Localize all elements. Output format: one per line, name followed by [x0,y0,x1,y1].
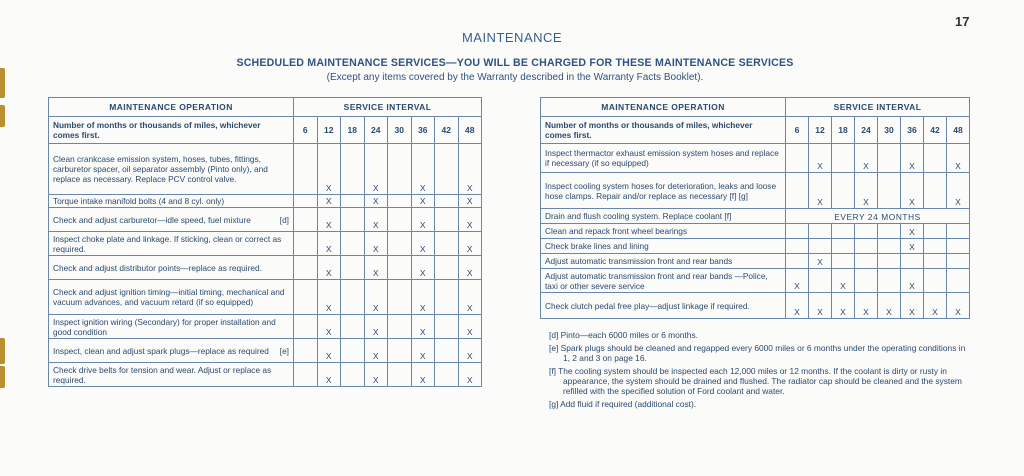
interval-number: 12 [809,117,832,144]
interval-cell [855,239,878,254]
interval-cell [832,144,855,173]
operation-cell [49,256,294,280]
interval-cell: X [458,256,482,280]
interval-cell: X [411,256,435,280]
operation-cell [49,280,294,315]
interval-cell [388,208,412,232]
interval-cell [435,208,459,232]
operation-cell [541,209,786,224]
interval-cell: X [947,144,970,173]
operation-text: Inspect ignition wiring (Secondary) for proper installation and good condition [53,316,276,337]
interval-cell: X [364,363,388,387]
interval-cell: X [458,363,482,387]
interval-cell [947,239,970,254]
interval-cell [786,144,809,173]
interval-cell: X [364,315,388,339]
operation-text: Clean and repack front wheel bearings [545,226,688,236]
interval-cell [294,256,318,280]
interval-number-row [49,117,482,144]
interval-cell: X [809,173,832,209]
interval-cell [294,315,318,339]
interval-cell [341,232,365,256]
footnote: [g] Add fluid if required (additional cost). [549,399,697,409]
interval-cell [294,280,318,315]
interval-cell [388,232,412,256]
interval-cell [947,224,970,239]
interval-cell [341,315,365,339]
table-row [49,315,482,339]
interval-cell [809,224,832,239]
interval-cell [435,339,459,363]
interval-cell: X [364,256,388,280]
interval-cell: X [809,293,832,319]
interval-cell: X [317,208,341,232]
page-subtitle-note: (Except any items covered by the Warranty described in the Warranty Facts Booklet). [326,72,704,83]
operation-cell [49,208,294,232]
operation-text: Check clutch pedal free play—adjust linkage if required. [545,300,750,311]
table-row [49,232,482,256]
table-row [49,256,482,280]
operation-cell [541,269,786,293]
interval-cell [901,254,924,269]
interval-cell [878,224,901,239]
footnote-ref: [d] [279,214,289,225]
binder-mark [0,366,5,388]
interval-cell: X [364,232,388,256]
table-row [49,363,482,387]
interval-cell: X [411,339,435,363]
interval-number: 48 [947,117,970,144]
interval-cell [388,339,412,363]
interval-cell [855,269,878,293]
interval-number: 24 [855,117,878,144]
table-row [49,280,482,315]
interval-cell [341,195,365,208]
operation-text: Check brake lines and lining [545,241,649,251]
interval-cell [341,339,365,363]
operation-cell [541,293,786,319]
interval-number: 48 [458,117,482,144]
interval-cell: X [411,315,435,339]
interval-cell: X [901,144,924,173]
months-label: Number of months or thousands of miles, whichever comes first. [541,117,786,144]
interval-cell [341,144,365,195]
interval-cell [388,315,412,339]
operation-header: MAINTENANCE OPERATION [541,98,786,117]
interval-cell [855,254,878,269]
interval-cell: X [317,315,341,339]
interval-cell [294,208,318,232]
interval-cell: X [855,144,878,173]
interval-cell: X [458,280,482,315]
interval-cell [786,254,809,269]
interval-number: 36 [411,117,435,144]
page-title: MAINTENANCE [461,30,563,45]
interval-cell: X [947,293,970,319]
footnote-ref: [e] [279,345,289,356]
interval-cell: X [458,339,482,363]
interval-cell: X [458,195,482,208]
interval-number: 12 [317,117,341,144]
operation-header: MAINTENANCE OPERATION [49,98,294,117]
operation-text: Inspect, clean and adjust spark plugs—replace as required [53,345,269,356]
interval-cell: X [364,144,388,195]
interval-cell: X [317,280,341,315]
footnotes [549,330,974,412]
table-row [541,239,970,254]
interval-cell [878,144,901,173]
interval-cell [388,195,412,208]
interval-number-row [541,117,970,144]
interval-cell [435,232,459,256]
footnote: [d] Pinto—each 6000 miles or 6 months. [549,330,698,340]
interval-cell [855,224,878,239]
interval-cell [294,363,318,387]
interval-cell: X [364,339,388,363]
interval-number: 36 [901,117,924,144]
interval-cell [924,144,947,173]
interval-cell: X [924,293,947,319]
interval-cell [924,173,947,209]
interval-cell [832,239,855,254]
interval-cell [294,339,318,363]
operation-cell [541,239,786,254]
operation-text: Check and adjust carburetor—idle speed, fuel mixture [53,214,251,225]
interval-number: 6 [786,117,809,144]
interval-cell [341,208,365,232]
interval-cell [832,173,855,209]
interval-cell: X [411,280,435,315]
interval-cell: X [411,363,435,387]
table-row [49,195,482,208]
interval-cell: X [832,293,855,319]
interval-cell [341,363,365,387]
interval-cell [786,224,809,239]
interval-cell [435,256,459,280]
operation-text: Check and adjust ignition timing—initial timing, mechanical and vacuum advances, and vacuum retard (if so equipped) [53,287,285,307]
interval-cell [435,280,459,315]
operation-cell [49,315,294,339]
table-row [541,293,970,319]
interval-cell [786,173,809,209]
interval-cell [388,363,412,387]
interval-cell: X [458,315,482,339]
interval-cell: X [317,339,341,363]
interval-cell [341,256,365,280]
interval-cell: X [855,293,878,319]
page-subtitle: SCHEDULED MAINTENANCE SERVICES—YOU WILL BE CHARGED FOR THESE MAINTENANCE SERVICES [236,57,794,69]
interval-cell: X [317,256,341,280]
interval-cell: X [809,254,832,269]
table-row [541,209,970,224]
interval-number: 42 [435,117,459,144]
interval-cell [878,239,901,254]
interval-cell [388,256,412,280]
interval-cell: X [458,208,482,232]
interval-cell: X [317,232,341,256]
interval-cell [435,195,459,208]
operation-cell [49,363,294,387]
operation-cell [49,232,294,256]
interval-cell: X [317,363,341,387]
interval-cell: X [364,208,388,232]
interval-cell: X [786,269,809,293]
interval-cell [809,239,832,254]
interval-cell: X [317,144,341,195]
interval-cell: X [786,293,809,319]
operation-text: Torque intake manifold bolts (4 and 8 cyl. only) [53,196,225,206]
interval-cell: X [878,293,901,319]
operation-cell [541,224,786,239]
interval-cell [341,280,365,315]
interval-number: 30 [388,117,412,144]
operation-cell [49,339,294,363]
interval-cell [832,224,855,239]
interval-cell: X [458,144,482,195]
left-maintenance-table [48,97,482,387]
interval-cell [947,269,970,293]
interval-cell [924,254,947,269]
interval-number: 42 [924,117,947,144]
interval-cell: X [364,280,388,315]
interval-cell: X [855,173,878,209]
operation-text: Adjust automatic transmission front and rear bands —Police, taxi or other severe service [545,270,768,291]
interval-span-cell: EVERY 24 MONTHS [786,209,970,224]
interval-cell [809,269,832,293]
interval-cell: X [411,232,435,256]
operation-cell [541,173,786,209]
interval-cell [435,363,459,387]
interval-number: 30 [878,117,901,144]
interval-cell [832,254,855,269]
table-row [541,269,970,293]
months-label: Number of months or thousands of miles, whichever comes first. [49,117,294,144]
interval-cell [878,269,901,293]
interval-cell [388,280,412,315]
footnote: [f] The cooling system should be inspected each 12,000 miles or 12 months. If the coolant is dirty or rusty in appearance, the system should be drained and flushed. The radiator cap should be cleaned and the system refilled with the specified solution of Ford coolant and water. [549,366,962,396]
interval-cell: X [411,144,435,195]
interval-cell: X [901,269,924,293]
operation-cell [49,195,294,208]
table-row [49,208,482,232]
interval-number: 18 [341,117,365,144]
interval-cell: X [317,195,341,208]
interval-cell [878,254,901,269]
interval-cell: X [901,173,924,209]
interval-cell [294,195,318,208]
interval-cell: X [411,195,435,208]
interval-cell: X [901,293,924,319]
interval-cell [435,144,459,195]
table-row [541,173,970,209]
right-maintenance-table [540,97,970,319]
operation-cell [541,254,786,269]
interval-cell [435,315,459,339]
operation-text: Drain and flush cooling system. Replace coolant [f] [545,211,732,221]
interval-cell [924,239,947,254]
interval-cell: X [364,195,388,208]
operation-text: Check drive belts for tension and wear. Adjust or replace as required. [53,364,272,385]
interval-cell: X [901,224,924,239]
interval-cell [924,224,947,239]
interval-number: 6 [294,117,318,144]
operation-cell [49,144,294,195]
interval-cell [924,269,947,293]
interval-cell [947,254,970,269]
operation-text: Check and adjust distributor points—replace as required. [53,262,262,273]
interval-number: 24 [364,117,388,144]
table-row [49,144,482,195]
binder-mark [0,338,5,364]
page-number: 17 [955,14,970,29]
interval-cell [786,239,809,254]
table-row [541,254,970,269]
operation-text: Inspect cooling system hoses for deterioration, leaks and loose hose clamps. Repair and/or replace as necessary [f] [g] [545,180,777,201]
interval-header: SERVICE INTERVAL [294,98,482,117]
operation-text: Clean crankcase emission system, hoses, tubes, fittings, carburetor spacer, oil separator assembly (Pinto only), and replace as necessary. Replace PCV control valve. [53,154,268,184]
interval-cell [294,232,318,256]
interval-header: SERVICE INTERVAL [786,98,970,117]
operation-text: Inspect choke plate and linkage. If sticking, clean or correct as required. [53,233,282,254]
table-row [541,224,970,239]
interval-cell: X [458,232,482,256]
table-row [49,339,482,363]
interval-cell: X [809,144,832,173]
interval-cell [388,144,412,195]
interval-number: 18 [832,117,855,144]
interval-cell [878,173,901,209]
footnote: [e] Spark plugs should be cleaned and regapped every 6000 miles or 6 months under the operating conditions in 1, 2 and 3 on page 16. [549,343,966,363]
binder-mark [0,105,5,127]
operation-text: Inspect thermactor exhaust emission system hoses and replace if necessary (if so equipped) [545,148,779,168]
table-row [541,144,970,173]
interval-cell: X [411,208,435,232]
interval-cell [294,144,318,195]
operation-text: Adjust automatic transmission front and rear bands [545,256,733,266]
interval-cell: X [901,239,924,254]
interval-cell: X [832,269,855,293]
operation-cell [541,144,786,173]
interval-cell: X [947,173,970,209]
